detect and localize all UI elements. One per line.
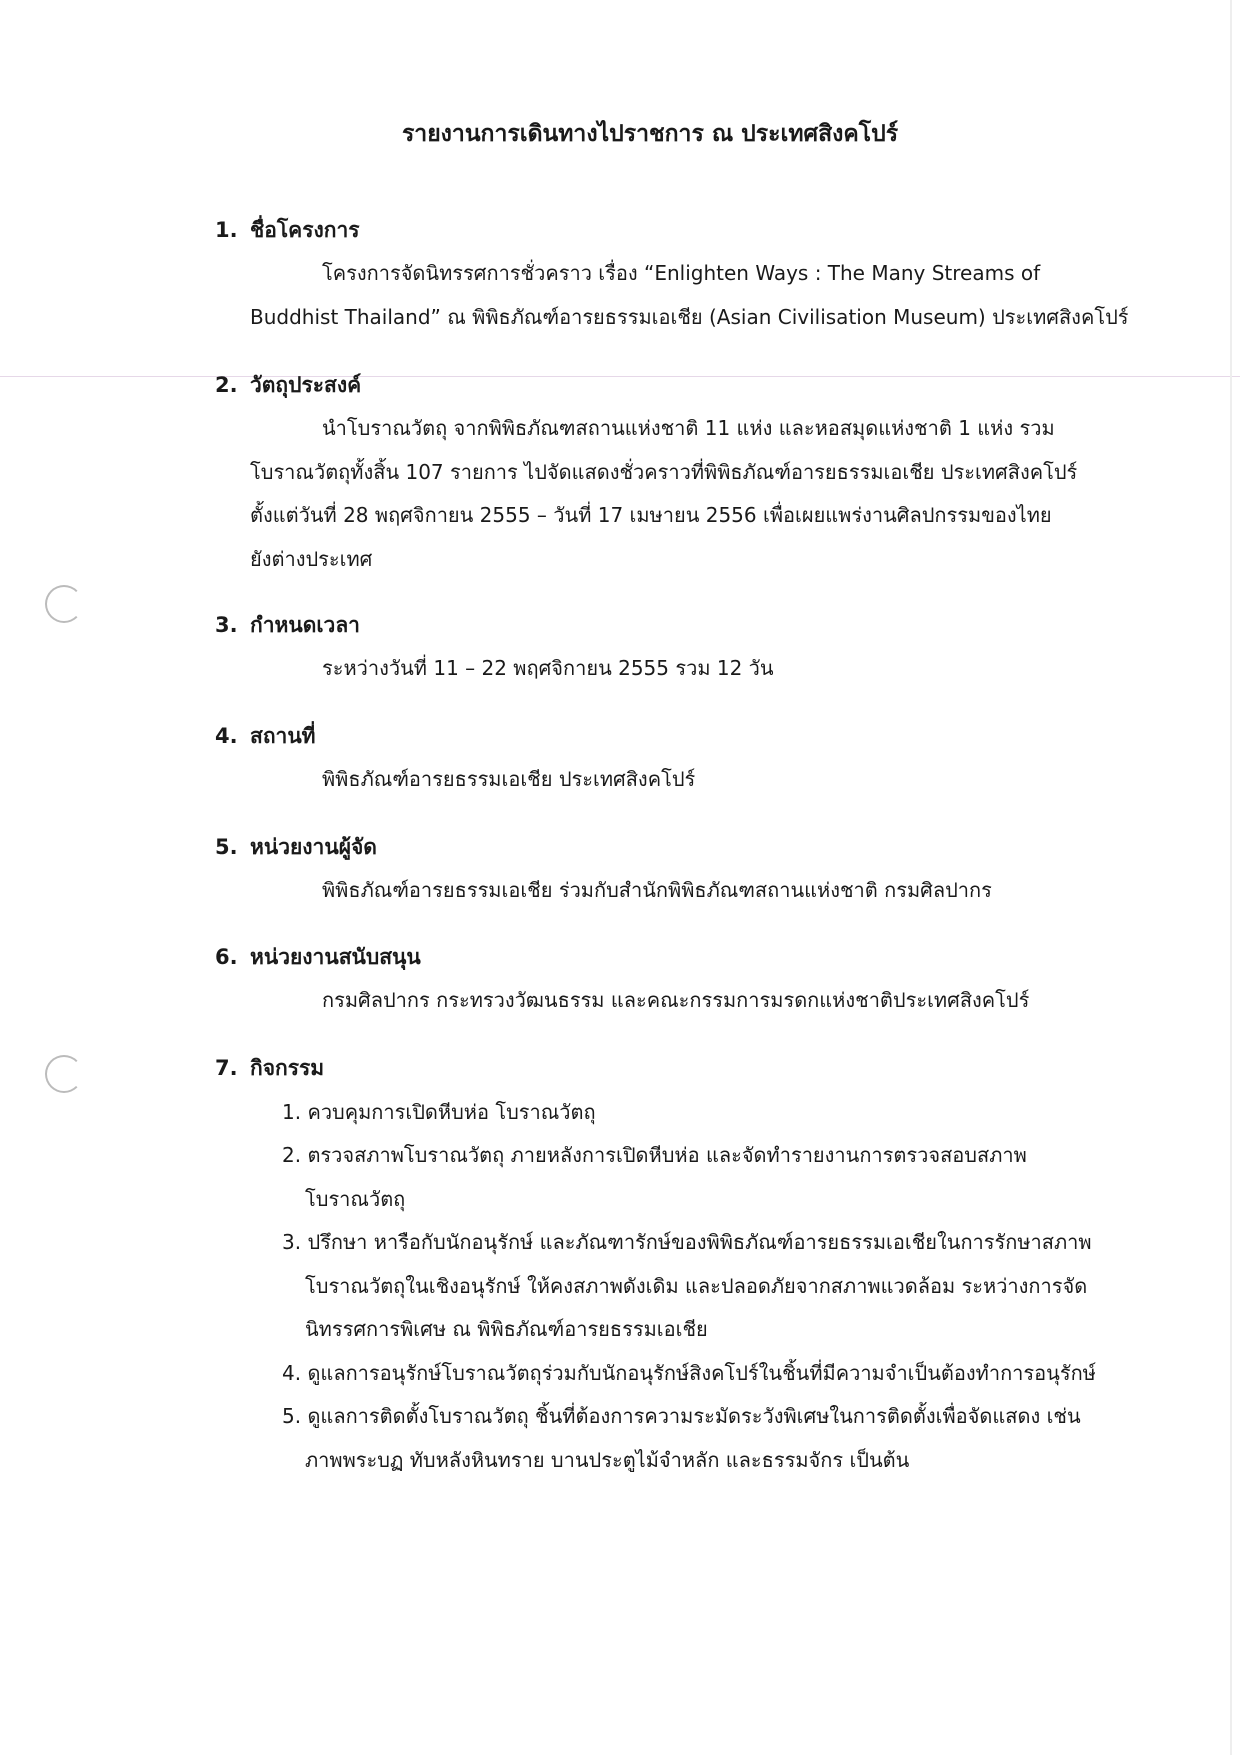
body-line: ยังต่างประเทศ	[250, 546, 373, 571]
body-line: โบราณวัตถุทั้งสิ้น 107 รายการ ไปจัดแสดงชั่วคราวที่พิพิธภัณฑ์อารยธรรมเอเชีย ประเทศสิงคโปร์	[250, 459, 1078, 484]
body-line: ระหว่างวันที่ 11 – 22 พฤศจิกายน 2555 รวม 12 วัน	[322, 656, 774, 680]
section-number: 2.	[215, 373, 238, 397]
punch-hole	[45, 585, 83, 623]
body-line: โครงการจัดนิทรรศการชั่วคราว เรื่อง “Enlighten Ways : The Many Streams of	[322, 261, 1041, 285]
section-number: 3.	[215, 613, 238, 637]
body-line: พิพิธภัณฑ์อารยธรรมเอเชีย ร่วมกับสำนักพิพิธภัณฑสถานแห่งชาติ กรมศิลปากร	[322, 878, 992, 902]
activity-line: นิทรรศการพิเศษ ณ พิพิธภัณฑ์อารยธรรมเอเชีย	[305, 1317, 708, 1341]
body-line: นำโบราณวัตถุ จากพิพิธภัณฑสถานแห่งชาติ 11 แห่ง และหอสมุดแห่งชาติ 1 แห่ง รวม	[322, 416, 1055, 440]
activity-line: 4. ดูแลการอนุรักษ์โบราณวัตถุร่วมกับนักอนุรักษ์สิงคโปร์ในชิ้นที่มีความจำเป็นต้องทำการอนุรักษ์	[282, 1361, 1096, 1385]
section-title: กำหนดเวลา	[250, 613, 360, 637]
section-title: สถานที่	[250, 724, 316, 748]
activity-line: 2. ตรวจสภาพโบราณวัตถุ ภายหลังการเปิดหีบห่อ และจัดทำรายงานการตรวจสอบสภาพ	[282, 1143, 1027, 1167]
section-number: 5.	[215, 835, 238, 859]
section-number: 4.	[215, 724, 238, 748]
scan-artifact-line	[0, 376, 1240, 377]
document-title: รายงานการเดินทางไปราชการ ณ ประเทศสิงคโปร์	[401, 121, 899, 147]
section-title: วัตถุประสงค์	[250, 373, 362, 397]
body-line: Buddhist Thailand” ณ พิพิธภัณฑ์อารยธรรมเอเชีย (Asian Civilisation Museum) ประเทศสิงคโปร์	[250, 304, 1129, 329]
activity-line: โบราณวัตถุในเชิงอนุรักษ์ ให้คงสภาพดังเดิม และปลอดภัยจากสภาพแวดล้อม ระหว่างการจัด	[305, 1273, 1088, 1298]
activity-line: 3. ปรึกษา หารือกับนักอนุรักษ์ และภัณฑารักษ์ของพิพิธภัณฑ์อารยธรรมเอเชียในการรักษาสภาพ	[282, 1230, 1092, 1254]
body-line: ตั้งแต่วันที่ 28 พฤศจิกายน 2555 – วันที่ 17 เมษายน 2556 เพื่อเผยแพร่งานศิลปกรรมของไทย	[250, 503, 1052, 527]
section-title: หน่วยงานผู้จัด	[250, 835, 377, 859]
section-number: 1.	[215, 218, 238, 242]
body-line: กรมศิลปากร กระทรวงวัฒนธรรม และคณะกรรมการมรดกแห่งชาติประเทศสิงคโปร์	[322, 988, 1030, 1012]
activity-line: ภาพพระบฏ ทับหลังหินทราย บานประตูไม้จำหลัก และธรรมจักร เป็นต้น	[305, 1447, 910, 1472]
section-number: 7.	[215, 1056, 238, 1080]
page-edge	[1230, 0, 1232, 1755]
body-line: พิพิธภัณฑ์อารยธรรมเอเชีย ประเทศสิงคโปร์	[322, 767, 696, 791]
punch-hole	[45, 1055, 83, 1093]
activity-line: 1. ควบคุมการเปิดหีบห่อ โบราณวัตถุ	[282, 1100, 596, 1124]
activity-line: โบราณวัตถุ	[305, 1186, 406, 1211]
activity-line: 5. ดูแลการติดตั้งโบราณวัตถุ ชิ้นที่ต้องการความระมัดระวังพิเศษในการติดตั้งเพื่อจัดแสดง เช่น	[282, 1404, 1081, 1428]
section-title: ชื่อโครงการ	[250, 218, 360, 242]
section-title: กิจกรรม	[250, 1056, 325, 1080]
section-title: หน่วยงานสนับสนุน	[250, 945, 421, 969]
section-number: 6.	[215, 945, 238, 969]
